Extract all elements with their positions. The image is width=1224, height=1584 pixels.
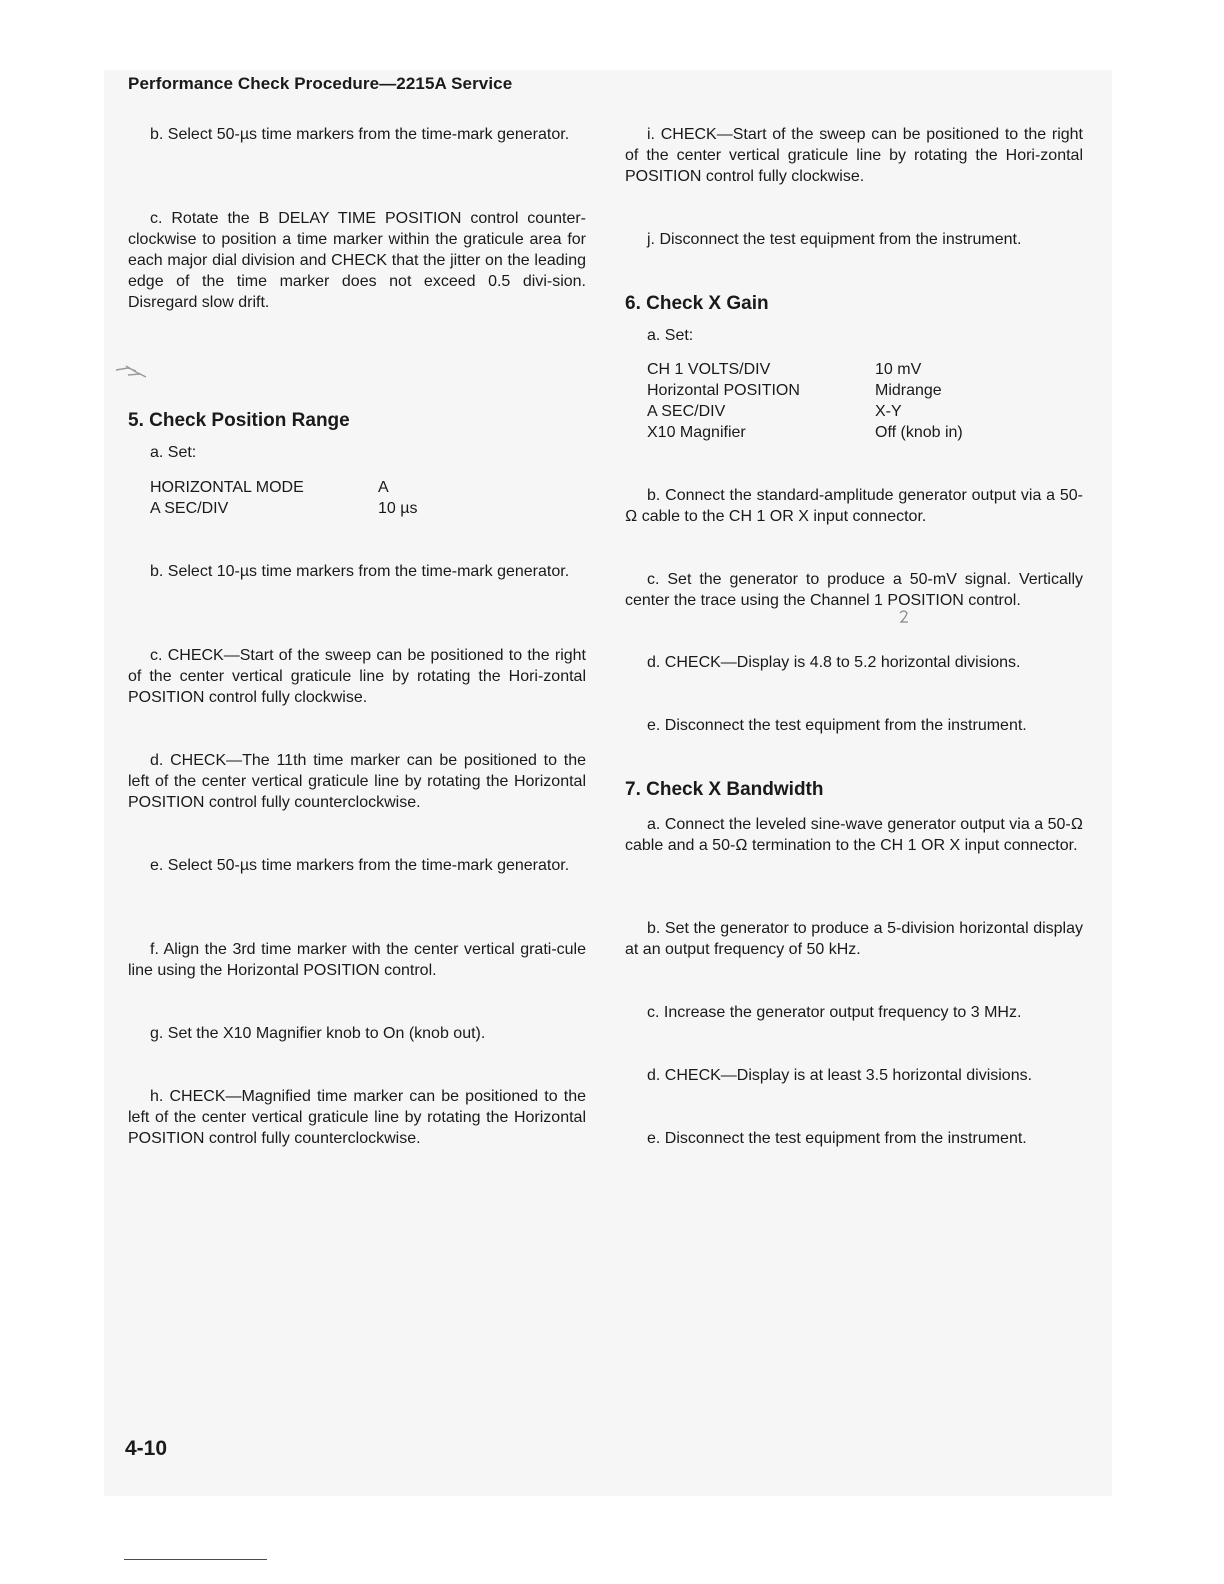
settings-row [150,498,417,519]
setting-name: Horizontal POSITION [647,382,800,399]
step-6e: e. Disconnect the test equipment from the instrument. [647,717,1027,734]
setting-value: Midrange [875,382,942,399]
step-5f: f. Align the 3rd time marker with the center vertical grati-cule line using the Horizontal POSITION control. [128,941,586,979]
section-6-set-label: a. Set: [647,327,694,344]
running-head: Performance Check Procedure—2215A Service [128,74,513,93]
section-5-settings-table [150,477,417,519]
settings-row [647,422,963,443]
step-5j: j. Disconnect the test equipment from the instrument. [647,231,1022,248]
step-5d: d. CHECK—The 11th time marker can be positioned to the left of the center vertical graticule line by rotating the Horizontal POSITION control fully counterclockwise. [128,752,586,811]
handwritten-correction-icon [897,608,911,628]
step-5b: b. Select 10-µs time markers from the time-mark generator. [150,563,570,580]
step-6d: d. CHECK—Display is 4.8 to 5.2 horizontal divisions. [647,654,1021,671]
step-5g: g. Set the X10 Magnifier knob to On (knob out). [150,1025,486,1042]
step-7e: e. Disconnect the test equipment from the instrument. [647,1130,1027,1147]
setting-name: CH 1 VOLTS/DIV [647,361,771,378]
step-5h: h. CHECK—Magnified time marker can be positioned to the left of the center vertical graticule line by rotating the Horizontal POSITION control fully counterclockwise. [128,1088,586,1147]
step-6c: c. Set the generator to produce a 50-mV signal. Vertically center the trace using the Channel 1 POSITION control. [625,571,1083,609]
step-b-select-markers: b. Select 50-µs time markers from the time-mark generator. [150,126,570,143]
step-7b: b. Set the generator to produce a 5-division horizontal display at an output frequency of 50 kHz. [625,920,1083,958]
setting-name: A SEC/DIV [150,500,229,517]
step-6b: b. Connect the standard-amplitude generator output via a 50-Ω cable to the CH 1 OR X input connector. [625,487,1083,525]
settings-row [647,380,963,401]
setting-value: 10 mV [875,361,922,378]
step-5i: i. CHECK—Start of the sweep can be positioned to the right of the center vertical graticule line by rotating the Hori-zontal POSITION control fully clockwise. [625,126,1083,185]
handwritten-mark-icon [114,362,160,382]
setting-value: A [378,479,389,496]
setting-value: 10 µs [378,500,418,517]
section-6-title: 6. Check X Gain [625,293,769,314]
setting-name: HORIZONTAL MODE [150,479,304,496]
step-5e: e. Select 50-µs time markers from the time-mark generator. [150,857,570,874]
section-5-title: 5. Check Position Range [128,410,350,431]
page-number: 4-10 [125,1437,168,1460]
setting-value: Off (knob in) [875,424,963,441]
settings-row [150,477,417,498]
section-5-set-label: a. Set: [150,444,197,461]
step-c-rotate-delay: c. Rotate the B DELAY TIME POSITION control counter-clockwise to position a time marker within the graticule area for each major dial division and CHECK that the jitter on the leading edge of the time marker does not exceed 0.5 divi-sion. Disregard slow drift. [128,210,586,311]
section-6-settings-table [647,359,963,443]
settings-row [647,401,963,422]
step-7d: d. CHECK—Display is at least 3.5 horizontal divisions. [647,1067,1033,1084]
step-5c: c. CHECK—Start of the sweep can be positioned to the right of the center vertical graticule line by rotating the Hori-zontal POSITION control fully clockwise. [128,647,586,706]
settings-row [647,359,963,380]
step-7a: a. Connect the leveled sine-wave generator output via a 50-Ω cable and a 50-Ω termination to the CH 1 OR X input connector. [625,816,1083,854]
setting-value: X-Y [875,403,902,420]
setting-name: X10 Magnifier [647,424,746,441]
bottom-rule [124,1559,267,1560]
section-7-title: 7. Check X Bandwidth [625,779,824,800]
setting-name: A SEC/DIV [647,403,726,420]
step-7c: c. Increase the generator output frequency to 3 MHz. [647,1004,1022,1021]
